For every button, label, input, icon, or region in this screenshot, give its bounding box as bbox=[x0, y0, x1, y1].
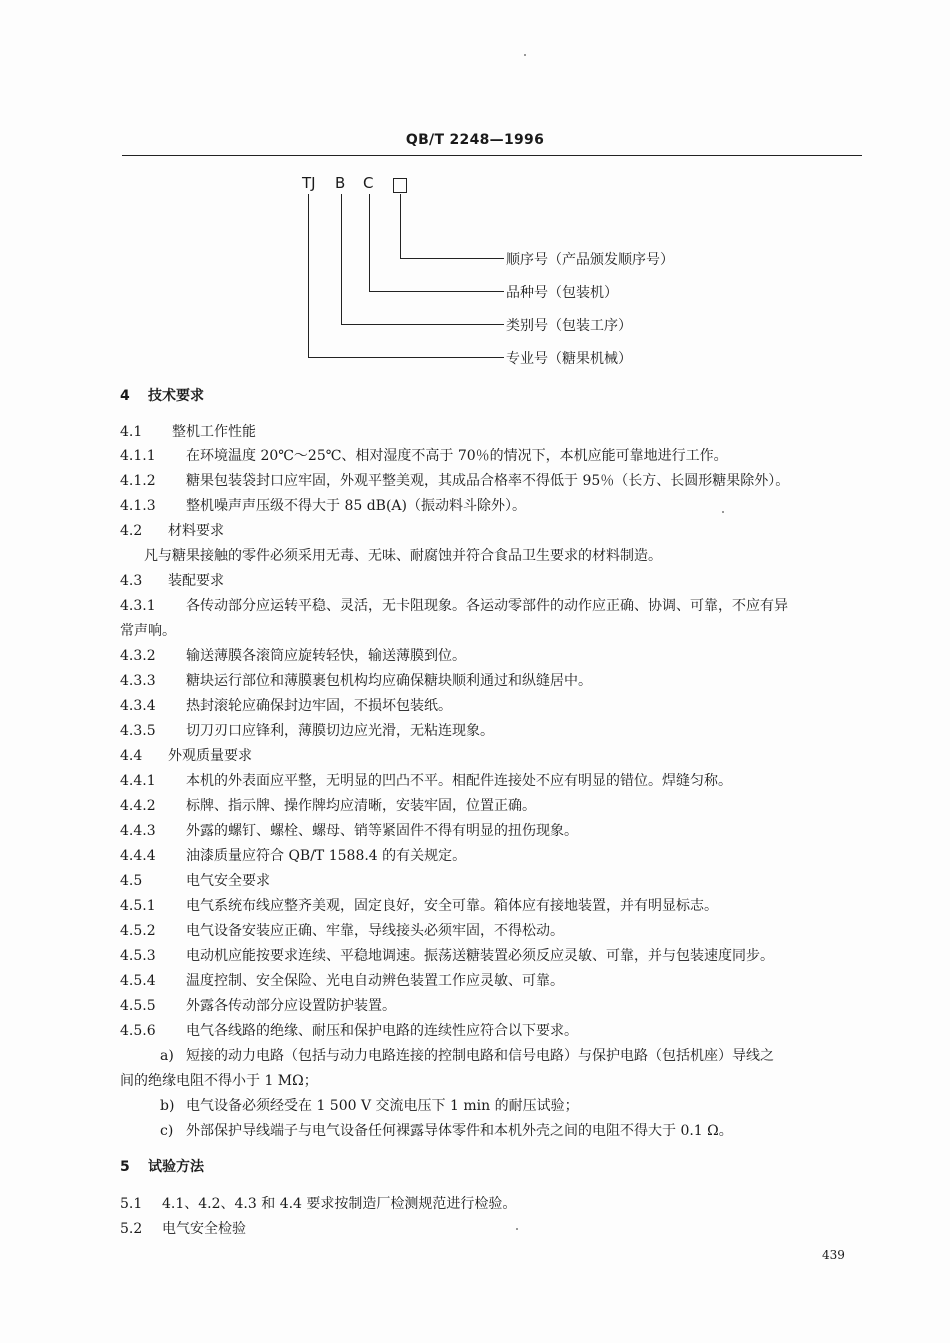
clause-4-3-1: 4.3.1 各传动部分应运转平稳、灵活，无卡阻现象。各运动零部件的动作应正确、协调、可靠，不应有异 bbox=[120, 598, 788, 614]
clause-4-4-1: 4.4.1 本机的外表面应平整，无明显的凹凸不平。相配件连接处不应有明显的错位。焊缝匀称。 bbox=[120, 773, 732, 789]
clause-4-5-4: 4.5.4 温度控制、安全保险、光电自动辨色装置工作应灵敏、可靠。 bbox=[120, 973, 564, 989]
clause-4-3-2: 4.3.2 输送薄膜各滚筒应旋转轻快，输送薄膜到位。 bbox=[120, 648, 466, 664]
section-4-3: 4.3 装配要求 bbox=[120, 573, 224, 589]
line-b bbox=[341, 194, 342, 324]
clause-4-3-5: 4.3.5 切刀刃口应锋利，薄膜切边应光滑，无粘连现象。 bbox=[120, 723, 494, 739]
clause-4-1-1: 4.1.1 在环境温度 20℃～25℃、相对湿度不高于 70％的情况下，本机应能可靠地进行工作。 bbox=[120, 448, 728, 464]
clause-4-1-3: 4.1.3 整机噪声声压级不得大于 85 dB(A)（振动料斗除外）。 bbox=[120, 498, 526, 514]
item-c: c) 外部保护导线端子与电气设备任何裸露导体零件和本机外壳之间的电阻不得大于 0.1 Ω。 bbox=[160, 1123, 733, 1139]
code-structure-diagram bbox=[280, 170, 740, 370]
h-line-3 bbox=[341, 324, 504, 325]
section-4-4: 4.4 外观质量要求 bbox=[120, 748, 252, 764]
code-tj: TJ bbox=[302, 174, 316, 192]
paragraph-4-2: 凡与糖果接触的零件必须采用无毒、无味、耐腐蚀并符合食品卫生要求的材料制造。 bbox=[144, 548, 662, 564]
page-number: 439 bbox=[822, 1248, 845, 1262]
label-specialty: 专业号（糖果机械） bbox=[506, 351, 632, 367]
clause-4-3-3: 4.3.3 糖块运行部位和薄膜裹包机构均应确保糖块顺利通过和纵缝居中。 bbox=[120, 673, 592, 689]
clause-4-3-1-cont: 常声响。 bbox=[120, 623, 176, 639]
label-category: 类别号（包装工序） bbox=[506, 318, 632, 334]
section-4-heading: 4 技术要求 bbox=[120, 388, 204, 404]
clause-5-2: 5.2 电气安全检验 bbox=[120, 1221, 246, 1237]
line-box bbox=[400, 194, 401, 258]
line-c bbox=[369, 194, 370, 291]
section-4-5: 4.5 电气安全要求 bbox=[120, 873, 270, 889]
h-line-1 bbox=[400, 258, 504, 259]
line-tj bbox=[308, 194, 309, 357]
document-header: QB/T 2248—1996 bbox=[405, 132, 545, 148]
label-variety: 品种号（包装机） bbox=[506, 285, 618, 301]
item-a: a) 短接的动力电路（包括与动力电路连接的控制电路和信号电路）与保护电路（包括机座）导线之 bbox=[160, 1048, 774, 1064]
clause-4-4-4: 4.4.4 油漆质量应符合 QB/T 1588.4 的有关规定。 bbox=[120, 848, 467, 864]
clause-4-5-3: 4.5.3 电动机应能按要求连续、平稳地调速。振荡送糖装置必须反应灵敏、可靠，并与包装速度同步。 bbox=[120, 948, 774, 964]
code-c: C bbox=[363, 174, 374, 192]
clause-4-5-6: 4.5.6 电气各线路的绝缘、耐压和保护电路的连续性应符合以下要求。 bbox=[120, 1023, 578, 1039]
clause-4-5-1: 4.5.1 电气系统布线应整齐美观，固定良好，安全可靠。箱体应有接地装置，并有明显标志。 bbox=[120, 898, 718, 914]
header-rule bbox=[122, 155, 862, 156]
clause-4-1-2: 4.1.2 糖果包装袋封口应牢固，外观平整美观，其成品合格率不得低于 95％（长方、长圆形糖果除外）。 bbox=[120, 473, 790, 489]
clause-4-5-5: 4.5.5 外露各传动部分应设置防护装置。 bbox=[120, 998, 396, 1014]
label-sequence: 顺序号（产品颁发顺序号） bbox=[506, 252, 674, 268]
clause-4-5-2: 4.5.2 电气设备安装应正确、牢靠，导线接头必须牢固，不得松动。 bbox=[120, 923, 564, 939]
sequence-placeholder-box bbox=[393, 178, 407, 193]
scan-speck bbox=[524, 54, 526, 56]
h-line-4 bbox=[308, 357, 504, 358]
h-line-2 bbox=[369, 291, 504, 292]
clause-4-4-3: 4.4.3 外露的螺钉、螺栓、螺母、销等紧固件不得有明显的扭伤现象。 bbox=[120, 823, 578, 839]
section-4-1: 4.1 整机工作性能 bbox=[120, 424, 256, 440]
section-5-heading: 5 试验方法 bbox=[120, 1159, 204, 1175]
clause-5-1: 5.1 4.1、4.2、4.3 和 4.4 要求按制造厂检测规范进行检验。 bbox=[120, 1196, 517, 1212]
scan-speck bbox=[722, 511, 724, 513]
clause-4-3-4: 4.3.4 热封滚轮应确保封边牢固，不损坏包装纸。 bbox=[120, 698, 452, 714]
item-a-cont: 间的绝缘电阻不得小于 1 MΩ； bbox=[120, 1073, 318, 1089]
section-4-2: 4.2 材料要求 bbox=[120, 523, 224, 539]
scan-speck bbox=[516, 1228, 518, 1230]
code-b: B bbox=[335, 174, 346, 192]
item-b: b) 电气设备必须经受在 1 500 V 交流电压下 1 min 的耐压试验； bbox=[160, 1098, 579, 1114]
clause-4-4-2: 4.4.2 标牌、指示牌、操作牌均应清晰，安装牢固，位置正确。 bbox=[120, 798, 536, 814]
